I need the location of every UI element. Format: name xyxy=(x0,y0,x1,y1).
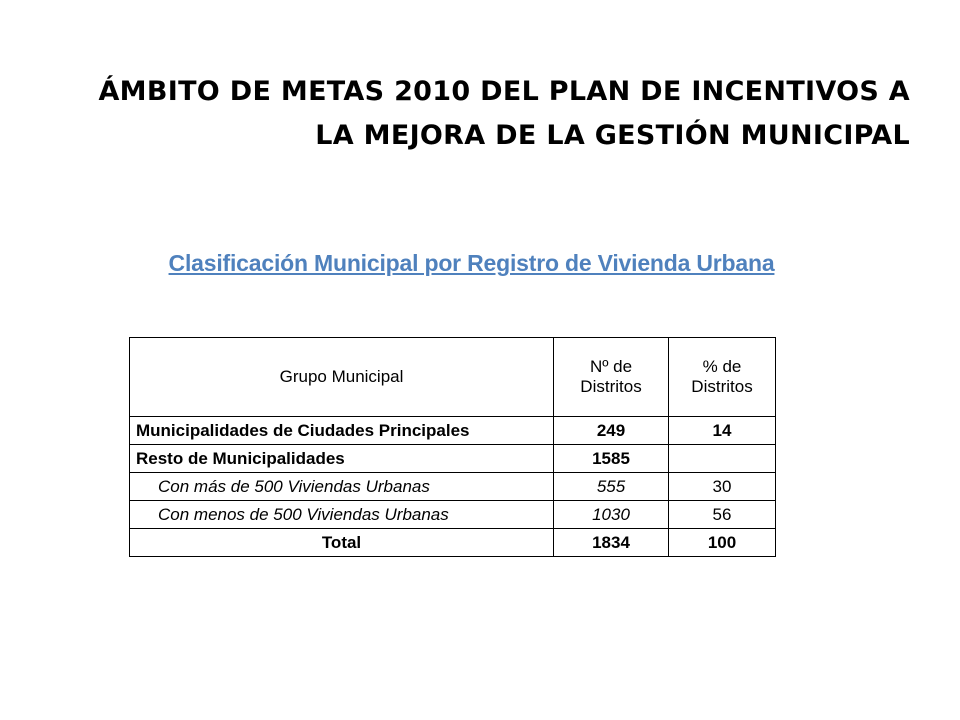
row-districts-cell: 555 xyxy=(554,473,669,501)
row-group-cell: Resto de Municipalidades xyxy=(130,445,554,473)
row-group-cell: Con más de 500 Viviendas Urbanas xyxy=(130,473,554,501)
table-header-row xyxy=(130,338,776,417)
municipal-classification-table xyxy=(129,337,776,557)
table-total-row xyxy=(130,529,776,557)
row-percent-cell: 30 xyxy=(669,473,776,501)
row-percent-cell: 14 xyxy=(669,417,776,445)
row-districts-cell: 1030 xyxy=(554,501,669,529)
table-row xyxy=(130,445,776,473)
total-districts-cell: 1834 xyxy=(554,529,669,557)
header-group-municipal xyxy=(130,338,554,417)
table-row xyxy=(130,417,776,445)
total-label-cell: Total xyxy=(130,529,554,557)
slide-title-line-1: ÁMBITO DE METAS 2010 DEL PLAN DE INCENTIVOS A xyxy=(98,76,910,107)
total-percent-cell: 100 xyxy=(669,529,776,557)
header-group-label: Grupo Municipal xyxy=(279,367,404,386)
header-districts-percent xyxy=(669,338,776,417)
slide-title-line-2: LA MEJORA DE LA GESTIÓN MUNICIPAL xyxy=(315,120,910,151)
table-subtitle: Clasificación Municipal por Registro de Vivienda Urbana xyxy=(168,250,775,276)
row-districts-cell: 1585 xyxy=(554,445,669,473)
row-districts-cell: 249 xyxy=(554,417,669,445)
header-percent-line-2: Distritos xyxy=(691,377,753,396)
header-districts-count xyxy=(554,338,669,417)
header-districts-line-2: Distritos xyxy=(580,377,642,396)
header-percent-line-1: % de xyxy=(702,357,742,376)
row-percent-cell xyxy=(669,445,776,473)
table-row xyxy=(130,501,776,529)
header-districts-line-1: Nº de xyxy=(589,357,633,376)
row-percent-cell: 56 xyxy=(669,501,776,529)
row-group-cell: Municipalidades de Ciudades Principales xyxy=(130,417,554,445)
row-group-cell: Con menos de 500 Viviendas Urbanas xyxy=(130,501,554,529)
slide-title xyxy=(60,70,910,158)
table-row xyxy=(130,473,776,501)
